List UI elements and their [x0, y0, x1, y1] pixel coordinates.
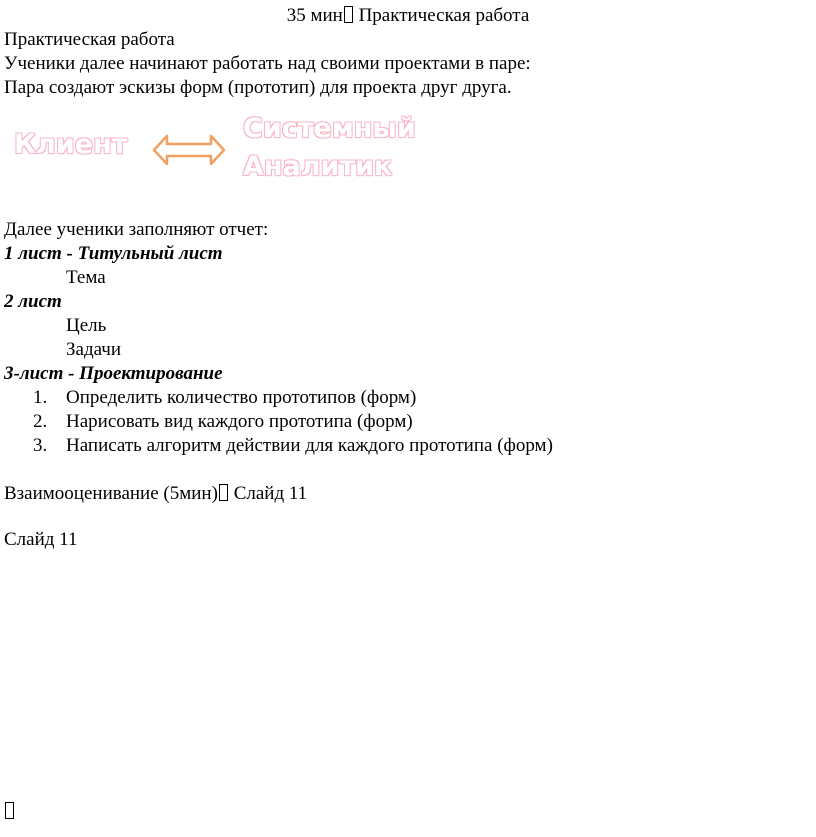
sheet2-heading: 2 лист	[4, 291, 62, 312]
analyst-label-line1: Системный	[243, 113, 416, 144]
double-arrow-icon	[152, 133, 226, 167]
list-item-text: Определить количество прототипов (форм)	[66, 387, 417, 408]
list-item-text: Написать алгоритм действии для каждого прототипа (форм)	[66, 435, 553, 456]
assessment-text: Взаимооценивание (5мин)	[4, 483, 218, 504]
intro-title: Практическая работа	[4, 29, 175, 50]
header-duration: 35 мин	[286, 5, 343, 26]
assessment-slide: Слайд 11	[233, 483, 308, 504]
client-label: Клиент	[14, 129, 128, 160]
sheet3-heading: 3-лист - Проектирование	[4, 363, 223, 384]
sheet2-item: Цель	[66, 315, 107, 336]
analyst-label-line2: Аналитик	[243, 151, 393, 182]
sheet1-item: Тема	[66, 267, 106, 288]
sheet2-item: Задачи	[66, 339, 122, 360]
list-item-text: Нарисовать вид каждого прототипа (форм)	[66, 411, 413, 432]
sheet1-heading: 1 лист - Титульный лист	[4, 243, 223, 264]
list-item-number: 2.	[33, 411, 48, 432]
missing-glyph-icon	[344, 6, 353, 23]
intro-line-2: Пара создают эскизы форм (прототип) для проекта друг друга.	[4, 77, 512, 98]
assessment-line	[4, 482, 307, 506]
list-item-number: 1.	[33, 387, 48, 408]
trailing-glyph	[4, 800, 15, 824]
list-item-number: 3.	[33, 435, 48, 456]
missing-glyph-icon	[5, 802, 14, 819]
page-header	[0, 4, 816, 28]
missing-glyph-icon	[219, 484, 228, 501]
report-intro: Далее ученики заполняют отчет:	[4, 219, 269, 240]
header-title: Практическая работа	[358, 5, 530, 26]
slide-reference: Слайд 11	[4, 529, 78, 550]
intro-line-1: Ученики далее начинают работать над своими проектами в паре:	[4, 53, 531, 74]
